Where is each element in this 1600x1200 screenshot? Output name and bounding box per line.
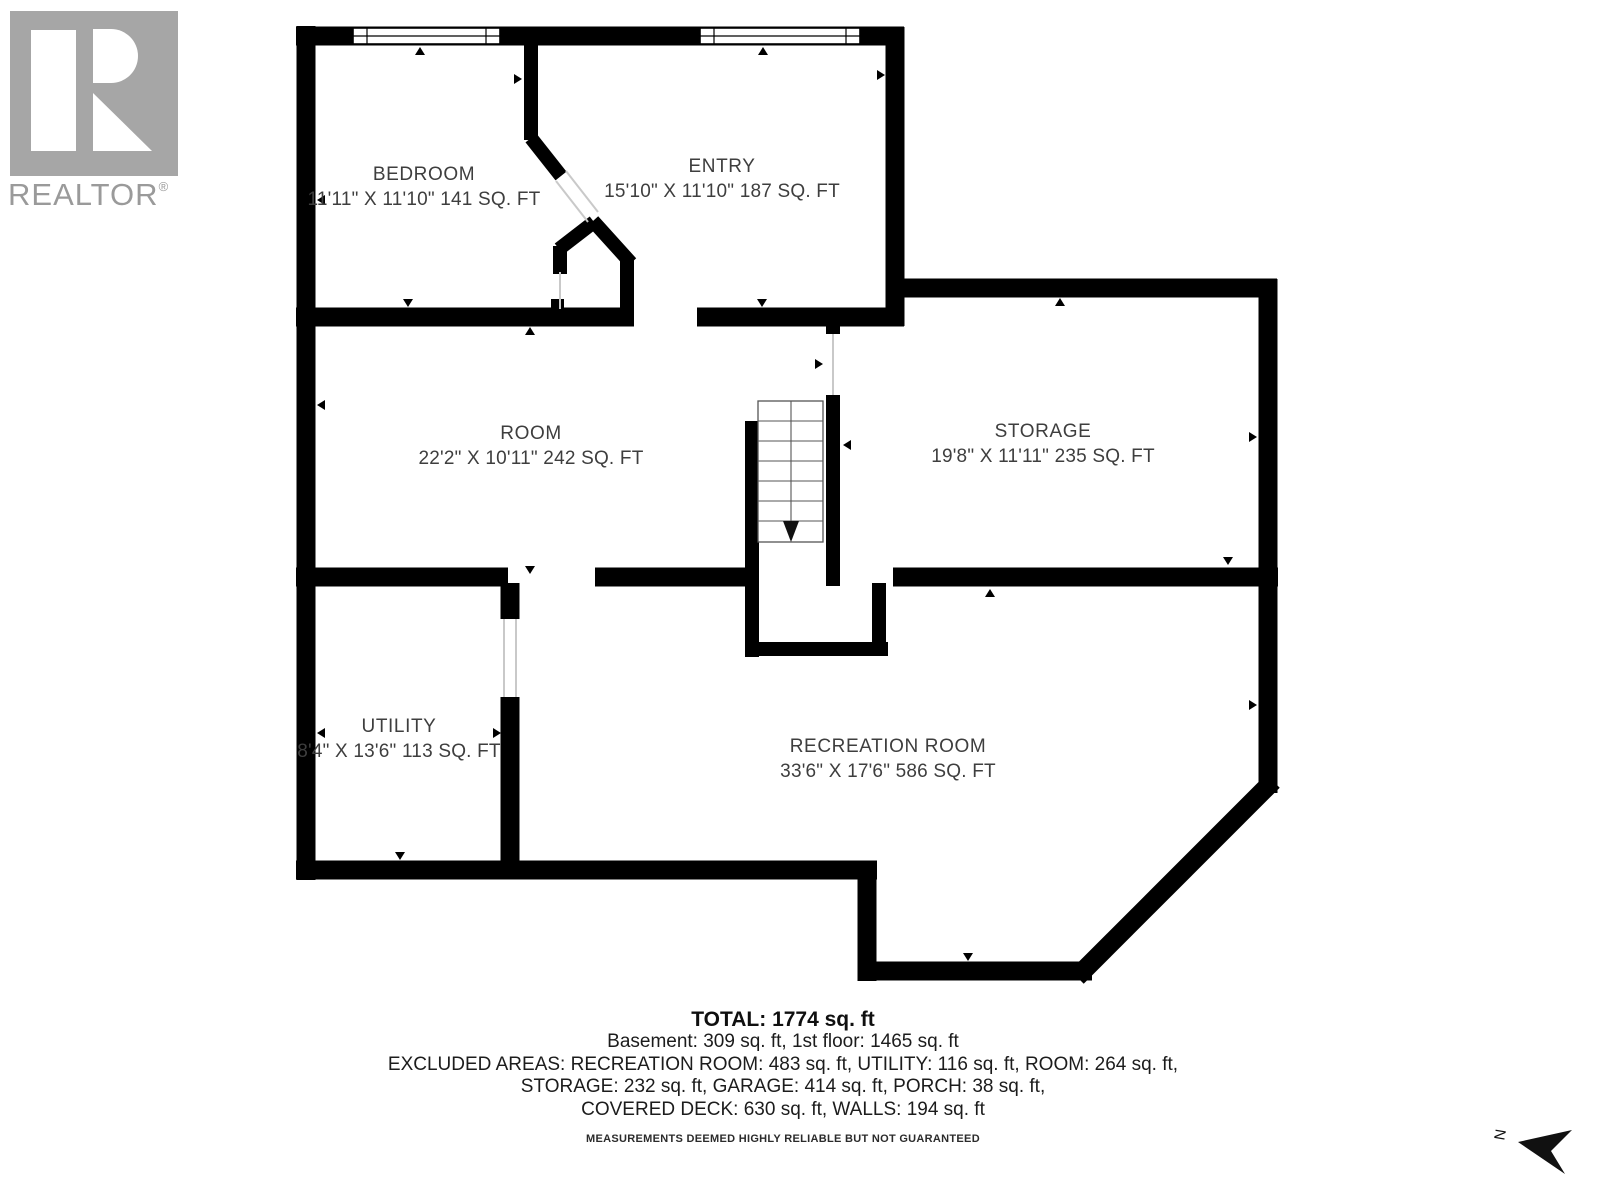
room-label-bedroom <box>308 162 541 212</box>
inner-walls <box>531 45 888 657</box>
staircase <box>758 401 823 542</box>
room-label-recreation <box>780 734 996 784</box>
room-label-entry <box>604 154 840 204</box>
room-label-room <box>418 421 643 471</box>
realtor-wordmark-text: REALTOR <box>8 177 159 212</box>
room-label-utility <box>297 714 500 764</box>
room-dimensions: 19'8" X 11'11" 235 SQ. FT <box>931 446 1155 467</box>
window-icon <box>353 28 500 44</box>
room-dimensions: 15'10" X 11'10" 187 SQ. FT <box>604 181 840 202</box>
room-name: ROOM <box>500 423 562 444</box>
area-summary <box>0 1008 1566 1145</box>
closet-wall-nub <box>551 299 564 313</box>
room-name: RECREATION ROOM <box>789 736 987 757</box>
room-dimensions: 22'2" X 10'11" 242 SQ. FT <box>418 448 644 469</box>
room-name: BEDROOM <box>372 164 476 185</box>
summary-line: STORAGE: 232 sq. ft, GARAGE: 414 sq. ft, PORCH: 38 sq. ft, <box>520 1076 1046 1097</box>
summary-line: Basement: 309 sq. ft, 1st floor: 1465 sq. ft <box>607 1031 959 1052</box>
total-area: TOTAL: 1774 sq. ft <box>691 1008 875 1031</box>
window-icon <box>700 28 860 44</box>
registered-mark: ® <box>158 179 169 194</box>
room-name: STORAGE <box>994 421 1092 442</box>
room-dimensions: 8'4" X 13'6" 113 SQ. FT <box>297 741 501 762</box>
room-dimensions: 11'11" X 11'10" 141 SQ. FT <box>307 189 541 210</box>
room-name: ENTRY <box>688 156 756 177</box>
room-label-storage <box>931 419 1155 469</box>
summary-line: COVERED DECK: 630 sq. ft, WALLS: 194 sq. ft <box>581 1098 985 1120</box>
north-label: N <box>1490 1127 1509 1142</box>
room-name: UTILITY <box>361 716 437 737</box>
summary-line: EXCLUDED AREAS: RECREATION ROOM: 483 sq. ft, UTILITY: 116 sq. ft, ROOM: 264 sq. ft, <box>387 1053 1179 1075</box>
disclaimer-text: MEASUREMENTS DEEMED HIGHLY RELIABLE BUT NOT GUARANTEED <box>586 1133 980 1145</box>
room-dimensions: 33'6" X 17'6" 586 SQ. FT <box>780 761 996 782</box>
